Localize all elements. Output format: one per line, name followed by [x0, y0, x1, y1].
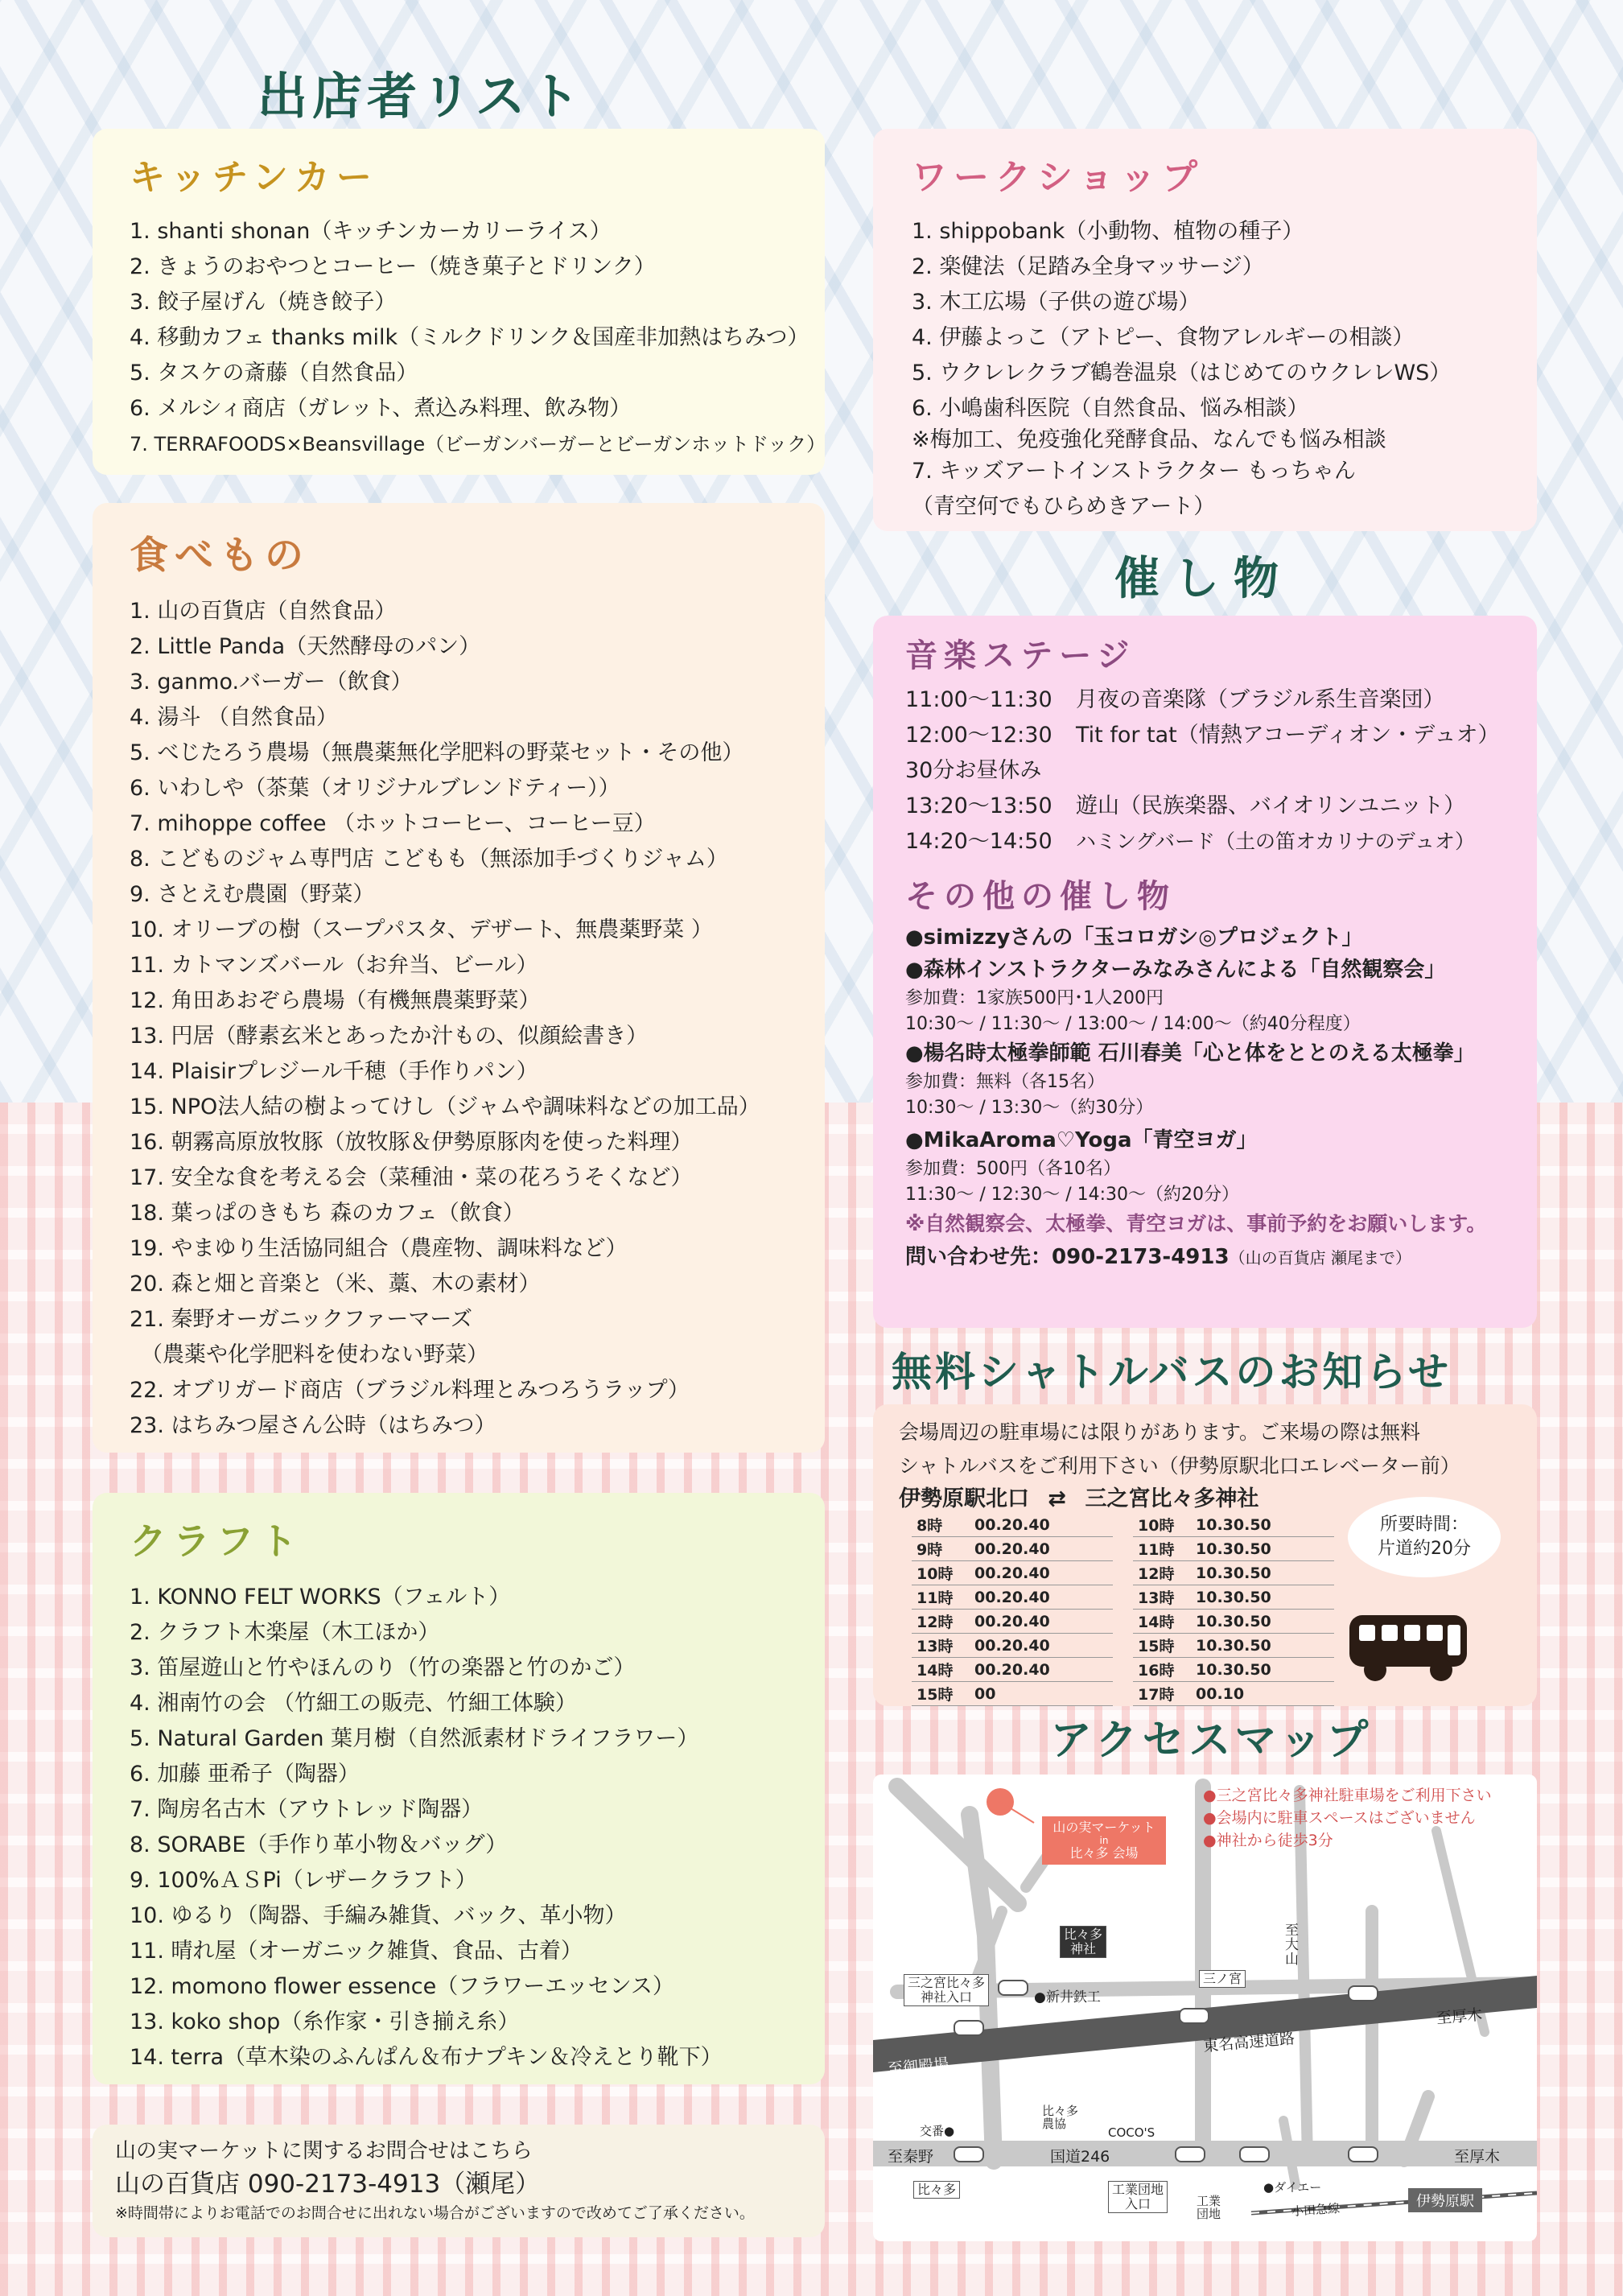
timetable-row	[912, 1585, 1113, 1610]
list-item: 1. 山の百貨店（自然食品）	[130, 599, 397, 624]
music-schedule	[905, 682, 1505, 859]
schedule-act: ハミングバード（土の笛オカリナのデュオ）	[1076, 830, 1476, 853]
timetable-hour: 13時	[1133, 1585, 1191, 1610]
timetable-row	[912, 1610, 1113, 1634]
list-item: 3. 餃子屋げん（焼き餃子）	[130, 290, 397, 315]
timetable-row	[912, 1537, 1113, 1561]
inquiry-note: ※時間帯によりお電話でのお問合せに出れない場合がございますので改めてご了承ください。	[115, 2204, 755, 2222]
timetable-minutes: 00.20.40	[970, 1585, 1113, 1610]
food-list	[130, 594, 788, 1444]
label-isehara-station: 伊勢原駅	[1408, 2188, 1482, 2212]
food-title: 食べもの	[130, 533, 311, 578]
timetable-row	[912, 1658, 1113, 1682]
list-item-note: ※梅加工、免疫強化発酵食品、なんでも悩み相談	[912, 427, 1386, 452]
contact-line	[905, 1240, 1505, 1270]
event-item: ●森林インストラクターみなみさんによる「自然観察会」	[905, 958, 1446, 982]
timetable-row	[912, 1513, 1113, 1537]
access-map	[873, 1775, 1537, 2241]
list-item: 4. 湯斗 （自然食品）	[130, 705, 338, 730]
timetable-row	[1133, 1682, 1334, 1706]
list-item: （農薬や化学肥料を使わない野菜）	[141, 1342, 488, 1367]
list-item: 7. mihoppe coffee （ホットコーヒー、コーヒー豆）	[130, 811, 656, 836]
timetable-minutes: 00.20.40	[970, 1658, 1113, 1682]
schedule-row	[905, 753, 1505, 789]
list-item: 12. 角田あおぞら農場（有機無農薬野菜）	[130, 988, 541, 1013]
map-note: ●神社から徒歩3分	[1203, 1832, 1333, 1849]
schedule-time: 30分お昼休み	[905, 758, 1042, 783]
timetable-row	[912, 1634, 1113, 1658]
reservation-notice: ※自然観察会、太極拳、青空ヨガは、事前予約をお願いします。	[905, 1212, 1487, 1235]
venue-line: 比々多 会場	[1069, 1845, 1139, 1861]
timetable-minutes: 10.30.50	[1191, 1658, 1334, 1682]
list-item: 11. 晴れ屋（オーガニック雑貨、食品、古着）	[130, 1939, 583, 1964]
label-hibita-nokyo: 比々多 農協	[1042, 2104, 1079, 2131]
inquiry-panel	[93, 2125, 825, 2237]
list-item: 4. 伊藤よっこ（アトピー、食物アレルギーの相談）	[912, 325, 1415, 350]
list-item: 7. キッズアートインストラクター もっちゃん	[912, 459, 1356, 484]
timetable-hour: 10時	[912, 1561, 970, 1585]
timetable-hour: 15時	[1133, 1634, 1191, 1658]
timetable-hour: 9時	[912, 1537, 970, 1561]
event-item: ●楊名時太極拳師範 石川春美「心と体をととのえる太極拳」	[905, 1041, 1475, 1066]
timetable-hour: 13時	[912, 1634, 970, 1658]
label-to-atsugi-bottom: 至厚木	[1454, 2148, 1501, 2166]
craft-list	[130, 1580, 788, 2075]
route-to: 三之宮比々多神社	[1085, 1486, 1259, 1511]
timetable-row	[1133, 1561, 1334, 1585]
list-item: 6. 小嶋歯科医院（自然食品、悩み相談）	[912, 396, 1309, 421]
venue-line: 山の実マーケット	[1052, 1820, 1155, 1835]
list-item: 6. メルシィ商店（ガレット、煮込み料理、飲み物）	[130, 396, 632, 421]
timetable-left	[912, 1513, 1113, 1706]
schedule-row	[905, 682, 1505, 718]
event-fee: 参加費：1家族500円･1人200円	[905, 988, 1164, 1008]
list-item: 23. はちみつ屋さん公時（はちみつ）	[130, 1413, 496, 1438]
event-item: ●MikaAroma♡Yoga「青空ヨガ」	[905, 1128, 1258, 1152]
timetable-row	[912, 1682, 1113, 1706]
timetable-hour: 14時	[912, 1658, 970, 1682]
timetable-minutes: 00.10	[1191, 1682, 1334, 1706]
label-to-oyama: 至大山	[1285, 1923, 1299, 1968]
list-item: 4. 移動カフェ thanks milk（ミルクドリンク＆国産非加熱はちみつ）	[130, 325, 809, 350]
label-tomei: 東名高速道路	[1202, 2030, 1296, 2055]
list-item: 13. 円居（酵素玄米とあったか汁もの、似顔絵書き）	[130, 1024, 649, 1049]
label-sannomiya-entrance: 三之宮比々多 神社入口	[904, 1974, 989, 2006]
shuttle-panel	[873, 1404, 1537, 1706]
route-arrow-icon: ⇄	[1048, 1486, 1067, 1511]
timetable-row	[912, 1561, 1113, 1585]
map-note: ●会場内に駐車スペースはございません	[1203, 1809, 1476, 1827]
list-item: （青空何でもひらめきアート）	[912, 494, 1216, 519]
list-item: 8. SORABE（手作り革小物＆バッグ）	[130, 1832, 508, 1857]
list-item: 15. NPO法人結の樹よってけし（ジャムや調味料などの加工品）	[130, 1094, 760, 1119]
schedule-time: 14:20～14:50	[905, 829, 1052, 854]
map-note: ●三之宮比々多神社駐車場をご利用下さい	[1203, 1787, 1492, 1804]
timetable-minutes: 10.30.50	[1191, 1561, 1334, 1585]
route-from: 伊勢原駅北口	[899, 1486, 1029, 1511]
shuttle-description: シャトルバスをご利用下さい（伊勢原駅北口エレベーター前）	[899, 1454, 1460, 1478]
label-kogyo: 工業 団地	[1197, 2194, 1221, 2221]
label-daiei: ●ダイエー	[1263, 2180, 1322, 2195]
list-item: 14. Plaisirプレジール千穂（手作りパン）	[130, 1059, 538, 1084]
schedule-act: 遊山（民族楽器、バイオリンユニット）	[1076, 794, 1466, 818]
timetable-row	[1133, 1585, 1334, 1610]
list-item: 5. Natural Garden 葉月樹（自然派素材ドライフラワー）	[130, 1726, 699, 1751]
timetable-hour: 14時	[1133, 1610, 1191, 1634]
shuttle-heading: 無料シャトルバスのお知らせ	[892, 1348, 1452, 1395]
list-item: 10. ゆるり（陶器、手編み雑貨、バック、革小物）	[130, 1903, 627, 1928]
workshop-panel	[873, 129, 1537, 531]
timetable-hour: 16時	[1133, 1658, 1191, 1682]
timetable-minutes: 00	[970, 1682, 1113, 1706]
bus-stop-icon	[1348, 1985, 1378, 2001]
timetable-hour: 17時	[1133, 1682, 1191, 1706]
list-item: 11. カトマンズバール（お弁当、ビール）	[130, 953, 538, 978]
bus-stop-icon	[1348, 2146, 1378, 2162]
bus-stop-icon	[1239, 2146, 1270, 2162]
timetable-hour: 11時	[912, 1585, 970, 1610]
schedule-row	[905, 789, 1505, 824]
timetable-row	[1133, 1658, 1334, 1682]
events-heading: 催し物	[1114, 552, 1293, 605]
label-to-gotemba: 至御殿場	[887, 2055, 949, 2079]
list-item: 16. 朝霧高原放牧豚（放牧豚＆伊勢原豚肉を使った料理）	[130, 1130, 693, 1155]
event-time: 10:30～ / 11:30～ / 13:00～ / 14:00～（約40分程度）	[905, 1014, 1361, 1034]
list-item: 13. koko shop（糸作家・引き揃え糸）	[130, 2010, 520, 2034]
timetable-row	[1133, 1634, 1334, 1658]
bubble-line: 所要時間：	[1379, 1515, 1469, 1535]
label-koban: 交番●	[920, 2124, 955, 2138]
list-item: 8. こどものジャム専門店 こどもも（無添加手づくりジャム）	[130, 847, 728, 872]
kitchen-car-panel	[93, 129, 825, 475]
bus-stop-icon	[1179, 2008, 1209, 2024]
list-item: 3. ganmo.バーガー（飲食）	[130, 670, 413, 695]
timetable-hour: 8時	[912, 1513, 970, 1537]
craft-panel	[93, 1493, 825, 2084]
event-fee: 参加費：無料（各15名）	[905, 1072, 1105, 1092]
timetable-minutes: 00.20.40	[970, 1513, 1113, 1537]
timetable-hour: 12時	[912, 1610, 970, 1634]
contact-note: （山の百貨店 瀬尾まで）	[1229, 1248, 1411, 1268]
schedule-time: 11:00～11:30	[905, 687, 1052, 712]
event-time: 11:30～ / 12:30～ / 14:30～（約20分）	[905, 1185, 1239, 1205]
list-item: 6. 加藤 亜希子（陶器）	[130, 1762, 360, 1787]
bubble-line: 片道約20分	[1378, 1539, 1471, 1559]
timetable-row	[1133, 1513, 1334, 1537]
list-item: 2. クラフト木楽屋（木工ほか）	[130, 1620, 440, 1645]
timetable-minutes: 10.30.50	[1191, 1585, 1334, 1610]
event-time: 10:30～ / 13:30～（約30分）	[905, 1098, 1154, 1118]
bus-stop-icon	[954, 2020, 984, 2036]
list-item: 6. いわしや（茶葉（オリジナルブレンドティー））	[130, 776, 620, 801]
workshop-list	[912, 214, 1498, 525]
timetable-minutes: 10.30.50	[1191, 1610, 1334, 1634]
list-item: 5. ウクレレクラブ鶴巻温泉（はじめてのウクレレWS）	[912, 361, 1452, 385]
events-panel	[873, 616, 1537, 1328]
bus-stop-icon	[998, 1980, 1028, 1996]
list-item: 9. 100%ＡＳPi（レザークラフト）	[130, 1868, 477, 1893]
event-item: ●simizzyさんの「玉コロガシ◎プロジェクト」	[905, 925, 1363, 950]
food-panel	[93, 503, 825, 1453]
travel-time-bubble	[1348, 1497, 1501, 1577]
schedule-time: 13:20～13:50	[905, 794, 1052, 818]
list-item: 22. オブリガード商店（ブラジル料理とみつろうラップ）	[130, 1378, 690, 1403]
list-item: 14. terra（草木染のふんぱん＆布ナプキン＆冷えとり靴下）	[130, 2045, 723, 2070]
music-stage-title: 音楽ステージ	[905, 637, 1136, 674]
shuttle-description: 会場周辺の駐車場には限りがあります。ご来場の際は無料	[899, 1420, 1421, 1444]
list-item: 5. べじたろう農場（無農薬無化学肥料の野菜セット・その他）	[130, 740, 744, 765]
timetable-row	[1133, 1537, 1334, 1561]
list-item: 3. 笛屋遊山と竹やほんのり（竹の楽器と竹のかご）	[130, 1655, 636, 1680]
schedule-act: Tit for tat（情熱アコーディオン・デュオ）	[1076, 723, 1500, 748]
list-item: 18. 葉っぱのきもち 森のカフェ（飲食）	[130, 1201, 525, 1226]
inquiry-phone: 山の百貨店 090-2173-4913（瀬尾）	[115, 2170, 541, 2199]
timetable-minutes: 00.20.40	[970, 1561, 1113, 1585]
bus-stop-icon	[954, 2146, 984, 2162]
timetable-row	[1133, 1610, 1334, 1634]
list-item: 3. 木工広場（子供の遊び場）	[912, 290, 1201, 315]
list-item: 4. 湘南竹の会 （竹細工の販売、竹細工体験）	[130, 1691, 577, 1716]
timetable-minutes: 00.20.40	[970, 1537, 1113, 1561]
list-item: 2. 楽健法（足踏み全身マッサージ）	[912, 254, 1264, 279]
craft-title: クラフト	[130, 1519, 303, 1563]
other-events-title: その他の催し物	[905, 877, 1176, 915]
list-item: 9. さとえむ農園（野菜）	[130, 882, 375, 907]
list-item: 7. TERRAFOODS×Beansvillage（ビーガンバーガーとビーガンホットドック）	[130, 433, 826, 455]
list-item: 1. shippobank（小動物、植物の種子）	[912, 219, 1304, 244]
inquiry-line: 山の実マーケットに関するお問合せはこちら	[115, 2139, 533, 2163]
list-item: 19. やまゆり生活協同組合（農産物、調味料など）	[130, 1236, 628, 1261]
label-cocos: COCO'S	[1108, 2125, 1155, 2140]
bus-icon	[1348, 1614, 1469, 1686]
venue-line: in	[1099, 1835, 1109, 1846]
label-to-hadano: 至秦野	[888, 2148, 934, 2166]
access-heading: アクセスマップ	[1050, 1716, 1374, 1765]
list-item: 21. 秦野オーガニックファーマーズ	[130, 1307, 473, 1332]
venue-label	[1042, 1816, 1166, 1865]
contact-phone: 問い合わせ先：090-2173-4913	[905, 1245, 1230, 1269]
schedule-row	[905, 824, 1505, 859]
kitchen-car-list	[130, 214, 826, 462]
label-arai-tekko: ●新井鉄工	[1034, 1989, 1101, 2005]
label-to-atsugi-top: 至厚木	[1436, 2005, 1483, 2028]
schedule-time: 12:00～12:30	[905, 723, 1052, 748]
timetable-minutes: 00.20.40	[970, 1634, 1113, 1658]
timetable-minutes: 10.30.50	[1191, 1537, 1334, 1561]
label-hibita-shrine: 比々多 神社	[1060, 1926, 1106, 1958]
list-item: 2. Little Panda（天然酵母のパン）	[130, 634, 481, 659]
timetable-hour: 10時	[1133, 1513, 1191, 1537]
label-kogyo-entrance: 工業団地 入口	[1108, 2181, 1168, 2213]
schedule-row	[905, 718, 1505, 753]
list-item: 1. KONNO FELT WORKS（フェルト）	[130, 1585, 511, 1610]
timetable-minutes: 10.30.50	[1191, 1513, 1334, 1537]
list-item: 10. オリーブの樹（スープパスタ、デザート、無農薬野菜 ）	[130, 917, 713, 942]
page-title: 出店者リスト	[257, 67, 585, 126]
label-route-246: 国道246	[1050, 2148, 1110, 2166]
timetable-hour: 11時	[1133, 1537, 1191, 1561]
list-item: 12. momono flower essence（フラワーエッセンス）	[130, 1974, 674, 1999]
timetable-hour: 15時	[912, 1682, 970, 1706]
timetable-hour: 12時	[1133, 1561, 1191, 1585]
list-item: 1. shanti shonan（キッチンカーカリーライス）	[130, 219, 612, 244]
list-item: 5. タスケの斎藤（自然食品）	[130, 361, 418, 385]
bus-stop-icon	[1175, 2146, 1205, 2162]
list-item: 2. きょうのおやつとコーヒー（焼き菓子とドリンク）	[130, 254, 656, 279]
label-sannomiya: 三ノ宮	[1199, 1970, 1246, 1988]
event-fee: 参加費：500円（各10名）	[905, 1159, 1121, 1179]
list-item: 17. 安全な食を考える会（菜種油・菜の花ろうそくなど）	[130, 1165, 693, 1190]
timetable-minutes: 00.20.40	[970, 1610, 1113, 1634]
timetable-right	[1133, 1513, 1334, 1706]
map-notes	[1203, 1784, 1492, 1852]
workshop-title: ワークショップ	[912, 157, 1205, 198]
list-item: 7. 陶房名古木（アウトレッド陶器）	[130, 1797, 484, 1822]
schedule-act: 月夜の音楽隊（ブラジル系生音楽団）	[1076, 687, 1445, 712]
kitchen-car-title: キッチンカー	[130, 157, 378, 198]
list-item: 20. 森と畑と音楽と（米、藁、木の素材）	[130, 1272, 541, 1296]
timetable-minutes: 10.30.50	[1191, 1634, 1334, 1658]
label-hibita: 比々多	[913, 2181, 960, 2199]
label-odakyu: 小田急線	[1291, 2200, 1341, 2220]
